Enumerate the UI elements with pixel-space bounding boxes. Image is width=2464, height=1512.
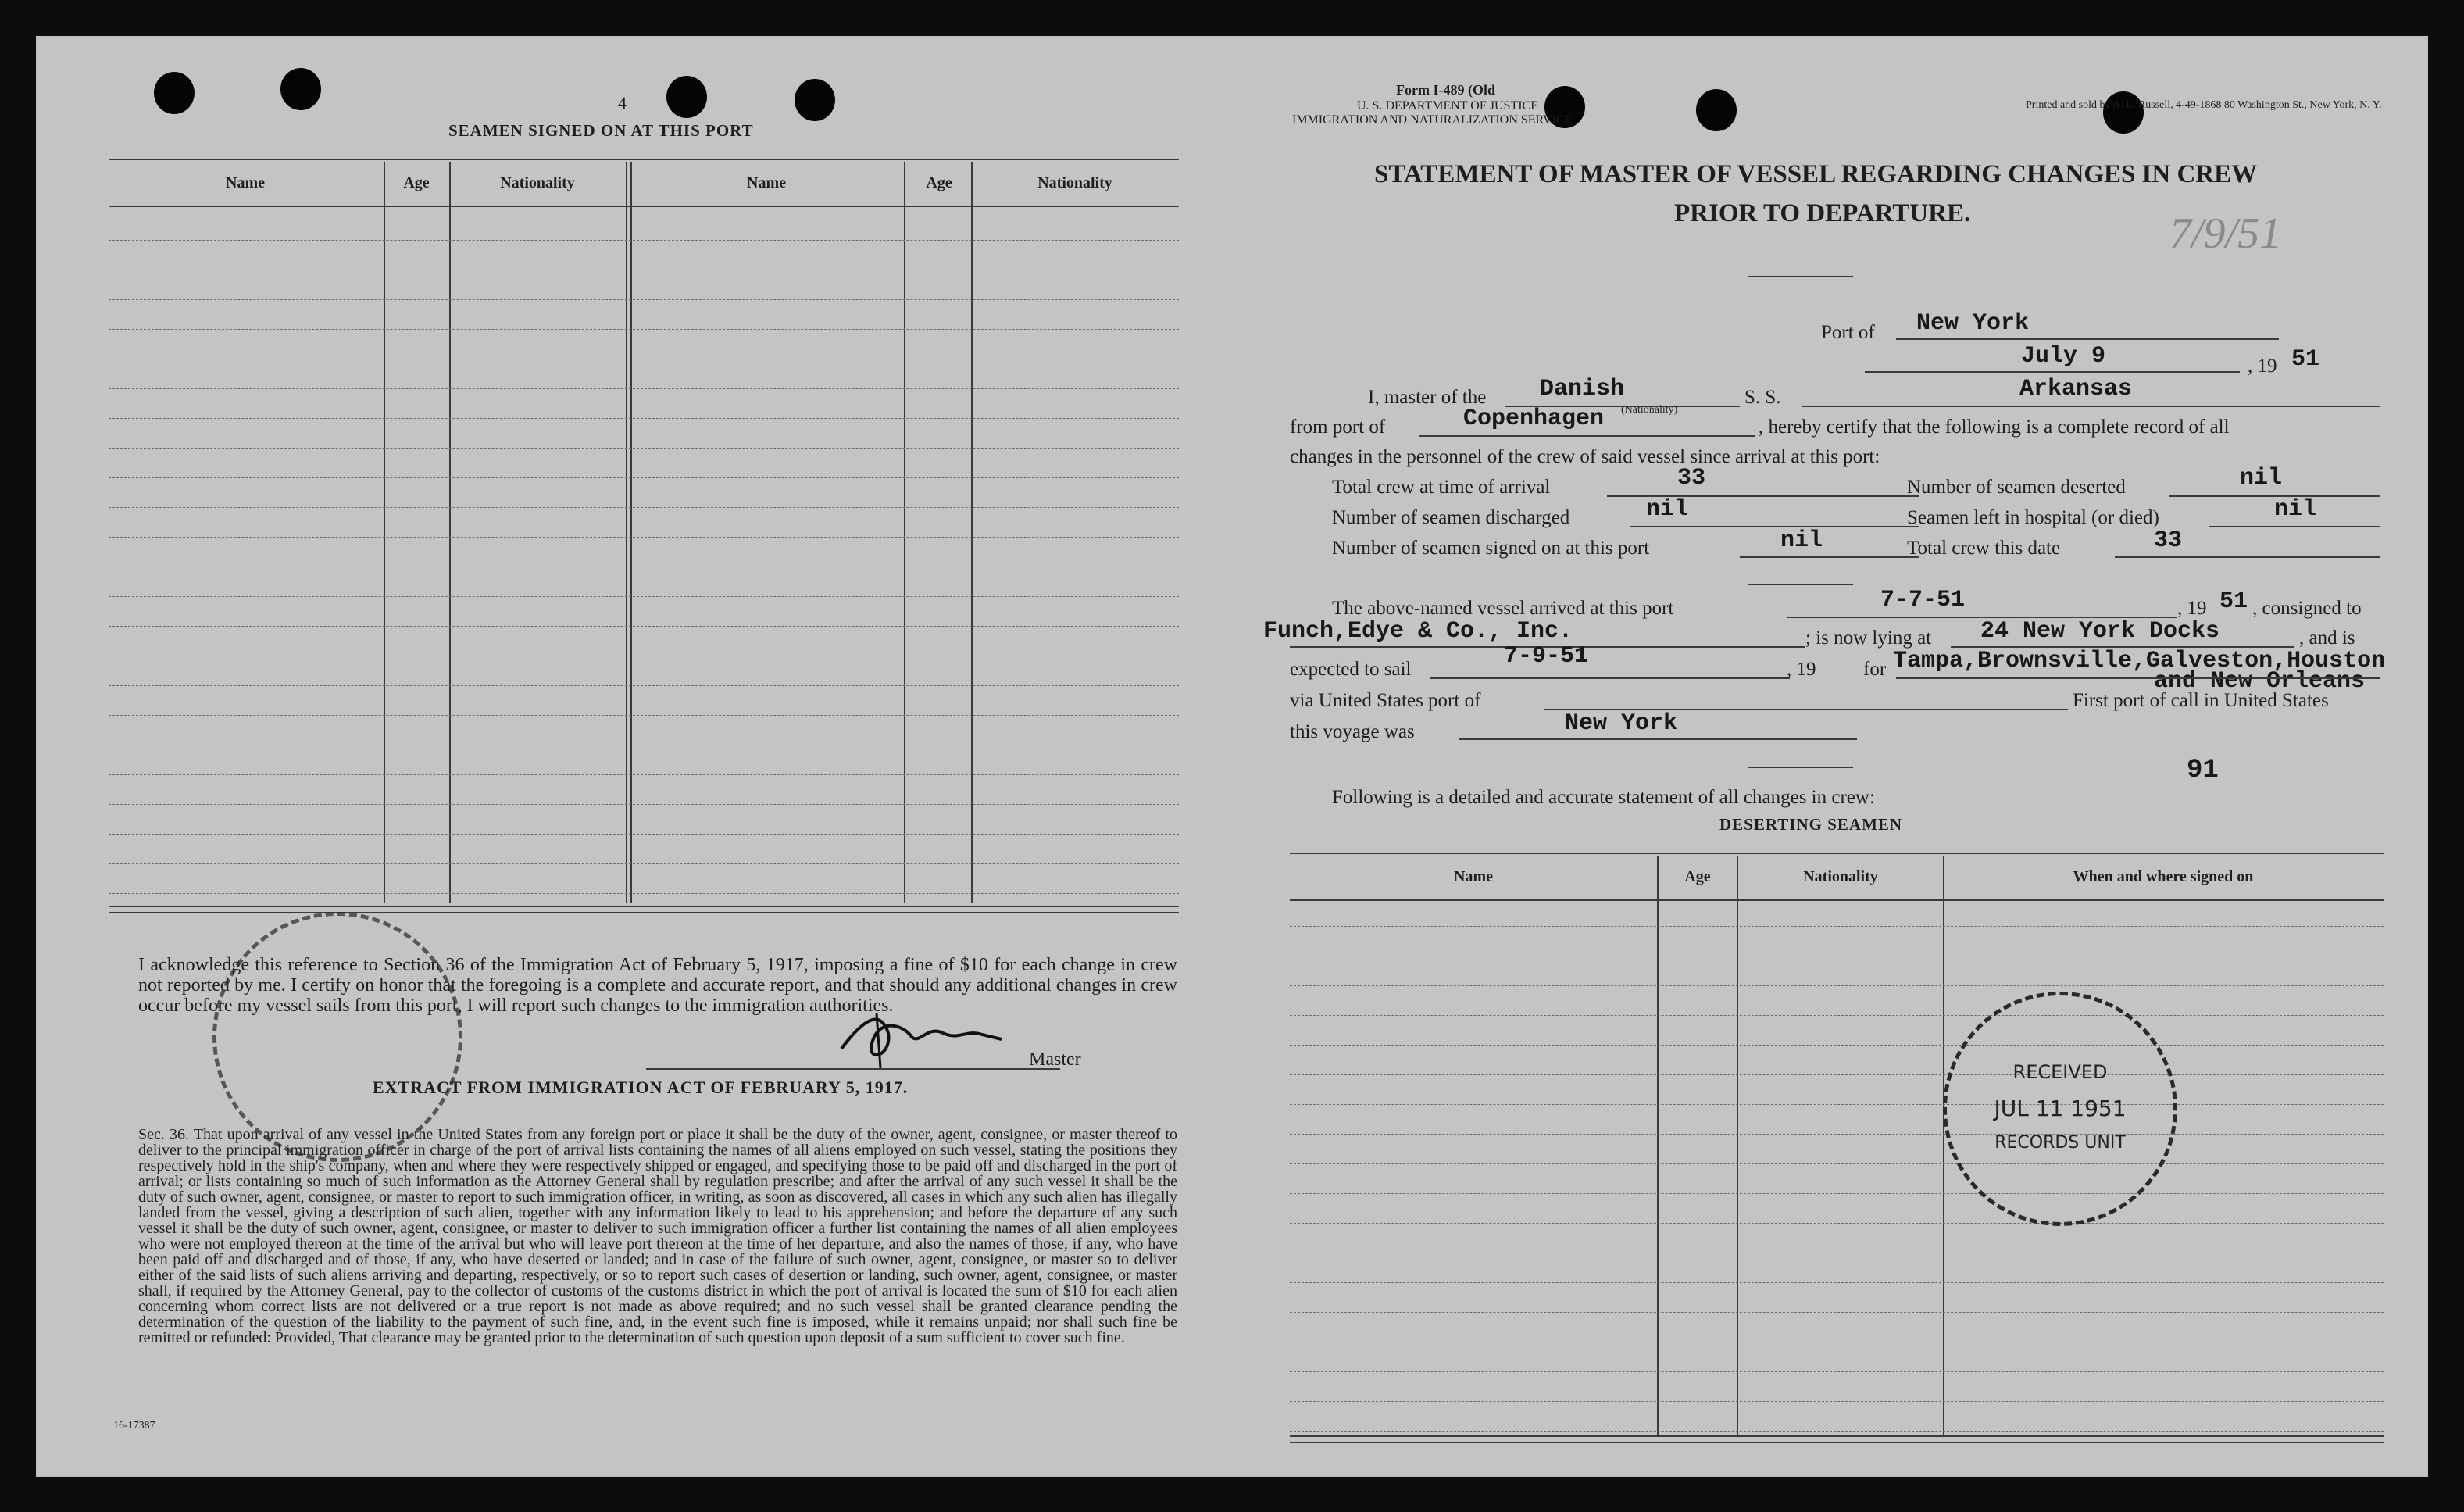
seamen-deserted-label: Number of seamen deserted xyxy=(1907,477,2126,498)
document-sheet xyxy=(36,36,2428,1477)
from-port-value: Copenhagen xyxy=(1463,406,1605,432)
year-value: 51 xyxy=(2291,346,2320,373)
total-crew-date-label: Total crew this date xyxy=(1907,538,2061,559)
header-rule xyxy=(109,206,1179,207)
table-row xyxy=(109,685,1179,686)
table-row xyxy=(109,626,1179,627)
column-divider xyxy=(449,162,451,903)
column-divider xyxy=(1737,856,1738,1435)
from-port-label: from port of xyxy=(1290,416,1386,438)
signature-line xyxy=(646,1068,1060,1070)
first-port-label: First port of call in United States xyxy=(2073,690,2329,711)
signed-on-value: nil xyxy=(1780,527,1823,554)
punch-hole xyxy=(2103,91,2144,134)
port-of-label: Port of xyxy=(1821,322,1875,343)
deserting-col-nationality: Nationality xyxy=(1803,868,1878,885)
table-row xyxy=(109,240,1179,241)
table-row xyxy=(1290,985,2384,986)
column-divider xyxy=(630,162,632,903)
stamp-date: JUL 11 1951 xyxy=(1994,1096,2127,1121)
field-line xyxy=(1459,738,1857,740)
column-divider xyxy=(384,162,385,903)
col-header-nationality: Nationality xyxy=(500,174,575,191)
sail-date-value: 7-9-51 xyxy=(1504,643,1589,670)
lying-value: 24 New York Docks xyxy=(1980,618,2220,645)
punch-hole xyxy=(795,79,835,121)
field-line xyxy=(1430,677,1790,679)
table-row xyxy=(109,715,1179,716)
nationality-note: (Nationality) xyxy=(1621,404,1678,416)
master-label: Master xyxy=(1029,1049,1081,1070)
table-row xyxy=(1290,1104,2384,1105)
deserting-col-when: When and where signed on xyxy=(2073,868,2254,885)
col-header-age: Age xyxy=(926,174,952,191)
form-code: 16-17387 xyxy=(113,1420,155,1432)
port-value: New York xyxy=(1916,310,2030,337)
field-line xyxy=(1896,338,2279,340)
field-line xyxy=(1896,677,2380,679)
field-line xyxy=(1740,556,1919,558)
table-row xyxy=(1290,1401,2384,1402)
col-header-nationality: Nationality xyxy=(1037,174,1112,191)
deserting-table-top xyxy=(1290,853,2384,854)
stamp-received: RECEIVED xyxy=(2012,1061,2108,1083)
and-is-label: , and is xyxy=(2299,627,2355,649)
table-row xyxy=(109,299,1179,300)
seamen-hospital-label: Seamen left in hospital (or died) xyxy=(1907,507,2159,528)
deserting-col-age: Age xyxy=(1684,868,1711,885)
col-header-name: Name xyxy=(226,174,265,191)
expected-label: expected to sail xyxy=(1290,659,1412,680)
arrived-label: The above-named vessel arrived at this port xyxy=(1332,598,1674,619)
column-divider xyxy=(904,162,905,903)
field-line xyxy=(1802,406,2380,407)
consignee-value: Funch,Edye & Co., Inc. xyxy=(1263,618,1573,645)
page-number: 4 xyxy=(618,93,627,113)
form-number: Form I-489 (Old xyxy=(1396,82,1495,98)
lying-label: ; is now lying at xyxy=(1805,627,1932,649)
for-label: for xyxy=(1863,659,1887,680)
form-title-line1: STATEMENT OF MASTER OF VESSEL REGARDING CHANGES IN CREW xyxy=(1374,160,2258,188)
received-stamp-partial xyxy=(212,912,462,1162)
received-stamp xyxy=(1943,992,2177,1226)
section-rule xyxy=(1748,584,1853,585)
acknowledgement-text: I acknowledge this reference to Section 36 of the Immigration Act of February 5, 1917, imposing a fine of $10 for each change in crew not reported by me. I certify on honor that the foregoing is a complete and accurate report, and that should any additional changes in crew occur before my vessel sails from this port, I will report such changes to the immigration authorities. xyxy=(138,955,1177,1016)
table-row xyxy=(1290,1045,2384,1046)
table-bottom-rule xyxy=(109,912,1179,913)
column-divider xyxy=(1657,856,1659,1435)
table-row xyxy=(1290,1223,2384,1224)
punch-hole xyxy=(280,68,321,110)
nationality-value: Danish xyxy=(1540,376,1625,402)
punch-hole xyxy=(666,76,707,118)
stamp-unit: RECORDS UNIT xyxy=(1994,1133,2126,1153)
table-top-rule xyxy=(109,159,1179,160)
table-row xyxy=(109,418,1179,419)
seamen-discharged-label: Number of seamen discharged xyxy=(1332,507,1570,528)
department-name: U. S. DEPARTMENT OF JUSTICE xyxy=(1357,99,1538,113)
table-row xyxy=(1290,1074,2384,1075)
table-row xyxy=(109,893,1179,894)
table-row xyxy=(109,596,1179,597)
seamen-signed-label: Number of seamen signed on at this port xyxy=(1332,538,1650,559)
destinations-value-2: and New Orleans xyxy=(2154,668,2366,695)
table-row xyxy=(1290,1312,2384,1313)
table-row xyxy=(1290,1015,2384,1016)
table-row xyxy=(1290,1134,2384,1135)
col-header-age: Age xyxy=(403,174,430,191)
table-row xyxy=(109,863,1179,864)
extract-text: Sec. 36. That upon arrival of any vessel in the United States from any foreign port or place it shall be the duty of the owner, agent, consignee, or master thereof to deliver to the principal immigration officer in charge of the port of arrival lists containing the names of all aliens employed on such vessel, stating the positions they respectively hold in the ship's company, when and where they were respectively shipped or engaged, and specifying those to be paid off and discharged in the port of arrival; or lists containing so much of such information as the Attorney General shall by regulation prescribe; and after the arrival of any such vessel it shall be the duty of such owner, agent, consignee, or master to report to such immigration officer, in writing, as soon as discovered, all cases in which any such alien has illegally landed from the vessel, giving a description of such alien, together with any information likely to lead to his apprehension; and before the departure of any such vessel it shall be the duty of such owner, agent, consignee, or master to deliver to such immigration officer a further list containing the names of all alien employees who were not employed thereon at the time of the arrival but who will leave port thereon at the time of her departure, and also the names of those, if any, who have been paid off and discharged and of those, if any, who have deserted or landed; and in case of the failure of such owner, agent, consignee, or master so to deliver either of the said lists of such aliens arriving and departing, respectively, or so to report such cases of desertion or landing, such owner, agent, consignee, or master shall, if required by the Attorney General, pay to the collector of customs of the customs district in which the port of arrival is located the sum of $10 for each alien concerning whom correct lists are not delivered or a true report is not made as above required; and no such vessel shall be granted clearance pending the determination of the question of the liability to the payment of such fine, and, in the event such fine is imposed, while it remains unpaid; nor shall such fine be remitted or refunded: Provided, That clearance may be granted prior to the determination of such question upon deposit of a sum sufficient to cover such fine. xyxy=(138,1126,1177,1346)
total-crew-arrival-label: Total crew at time of arrival xyxy=(1332,477,1551,498)
service-name: IMMIGRATION AND NATURALIZATION SERVICE xyxy=(1292,113,1573,127)
title-rule xyxy=(1748,276,1853,277)
table-row xyxy=(109,507,1179,508)
table-bottom-rule xyxy=(109,906,1179,907)
table-row xyxy=(109,804,1179,805)
deserting-table-bottom xyxy=(1290,1435,2384,1437)
date-value: July 9 xyxy=(2021,343,2106,370)
year19-label: , 19 xyxy=(2177,598,2207,619)
table-row xyxy=(109,834,1179,835)
total-crew-arrival-value: 33 xyxy=(1677,465,1706,491)
table-row xyxy=(1290,1193,2384,1194)
section-rule xyxy=(1748,767,1853,768)
handwritten-annotation: 7/9/51 xyxy=(2169,209,2282,258)
field-line xyxy=(1630,526,1919,527)
table-row xyxy=(1290,1282,2384,1283)
column-divider xyxy=(1943,856,1944,1435)
field-line xyxy=(2115,556,2380,558)
table-row xyxy=(109,537,1179,538)
deserted-value: nil xyxy=(2240,465,2283,491)
master-of-label: I, master of the xyxy=(1368,387,1487,408)
deserting-col-name: Name xyxy=(1454,868,1493,885)
certify-text: , hereby certify that the following is a complete record of all xyxy=(1759,416,2230,438)
arrival-date-value: 7-7-51 xyxy=(1880,587,1966,613)
year19-label: , 19 xyxy=(1787,659,1816,680)
arrival-year-value: 51 xyxy=(2219,588,2248,615)
field-line xyxy=(1419,435,1755,437)
master-signature xyxy=(834,1002,1013,1072)
table-row xyxy=(1290,1163,2384,1164)
field-line xyxy=(1865,371,2240,373)
table-row xyxy=(1290,1371,2384,1372)
voyage-label: this voyage was xyxy=(1290,721,1415,742)
form-title-line2: PRIOR TO DEPARTURE. xyxy=(1674,199,1971,227)
deserting-header-rule xyxy=(1290,899,2384,901)
table-row xyxy=(1290,926,2384,927)
changes-text: changes in the personnel of the crew of said vessel since arrival at this port: xyxy=(1290,446,1880,467)
printer-credit: Printed and sold by A. L. Russell, 4-49-1868 80 Washington St., New York, N. Y. xyxy=(2026,99,2382,111)
via-port-label: via United States port of xyxy=(1290,690,1481,711)
destinations-value: Tampa,Brownsville,Galveston,Houston xyxy=(1893,648,2386,674)
table-row xyxy=(109,774,1179,775)
vessel-value: Arkansas xyxy=(2019,376,2133,402)
table-row xyxy=(109,388,1179,389)
table-row xyxy=(109,448,1179,449)
table-row xyxy=(109,477,1179,478)
consigned-label: , consigned to xyxy=(2252,598,2362,619)
hospital-value: nil xyxy=(2274,496,2317,523)
handwritten-page-number: 91 xyxy=(2187,756,2219,785)
table-row xyxy=(1290,1431,2384,1432)
following-text: Following is a detailed and accurate statement of all changes in crew: xyxy=(1332,787,1875,808)
field-line xyxy=(2209,526,2380,527)
left-page-title: SEAMEN SIGNED ON AT THIS PORT xyxy=(448,121,754,140)
column-divider xyxy=(626,162,627,903)
deserting-table-bottom xyxy=(1290,1442,2384,1443)
punch-hole xyxy=(1696,89,1737,131)
deserting-title: DESERTING SEAMEN xyxy=(1719,815,1903,834)
extract-title: EXTRACT FROM IMMIGRATION ACT OF FEBRUARY 5, 1917. xyxy=(373,1078,909,1097)
column-divider xyxy=(971,162,973,903)
punch-hole xyxy=(154,72,195,114)
year-label: , 19 xyxy=(2248,356,2277,377)
ss-label: S. S. xyxy=(1744,387,1781,408)
col-header-name: Name xyxy=(747,174,786,191)
discharged-value: nil xyxy=(1646,496,1689,523)
table-row xyxy=(109,329,1179,330)
first-port-value: New York xyxy=(1565,710,1678,737)
total-crew-date-value: 33 xyxy=(2154,527,2183,554)
